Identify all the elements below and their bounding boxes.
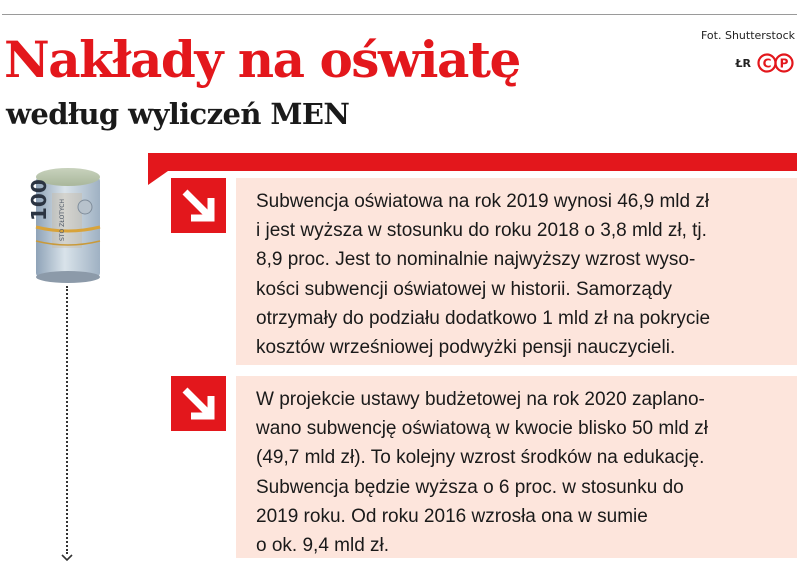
timeline-dotted-line [66,286,68,554]
banknote-roll-photo [27,163,106,283]
author-credit [735,53,795,73]
banknote-denomination: 100 [27,179,51,221]
brand-letter-p: P [779,56,789,71]
fact-box [236,178,797,365]
page-subtitle: według wyliczeń MEN [6,97,350,131]
arrow-down-right-icon [171,178,226,233]
fact-box [236,376,797,558]
cp-logo [757,53,795,73]
fact-text: W projekcie ustawy budżetowej na rok 2020 zaplano- wano subwencję oświatową w kwocie blisko 50 mld zł (49,7 mld zł). To kolejny wzrost środków na edukację. Subwencja będzie wyższa o 6 proc. w stosunku do 2019 roku. Od roku 2016 wzrosła ona w sumie o ok. 9,4 mld zł. [256,389,708,557]
red-header-bar [148,153,797,171]
brand-letter-c: C [762,56,772,71]
page-title: Nakłady na oświatę [4,30,520,89]
timeline-arrow-icon [60,553,74,563]
banknote-caption: STO ZŁOTYCH [59,198,66,241]
top-rule [2,14,797,15]
photo-credit: Fot. Shutterstock [700,29,795,42]
arrow-down-right-icon [171,376,226,431]
red-bar-notch [148,171,168,185]
fact-text: Subwencja oświatowa na rok 2019 wynosi 46,9 mld zł i jest wyższa w stosunku do roku 2018 o 3,8 mld zł, tj. 8,9 proc. Jest to nominalnie najwyższy wzrost wyso- kości subwencji oświatowej w historii. Samorządy otrzymały do podziału dodatkowo 1 mld zł na pokrycie kosztów wrześniowej podwyżki pensji nauczycieli. [256,191,711,359]
author-initials: ŁR [735,56,751,70]
